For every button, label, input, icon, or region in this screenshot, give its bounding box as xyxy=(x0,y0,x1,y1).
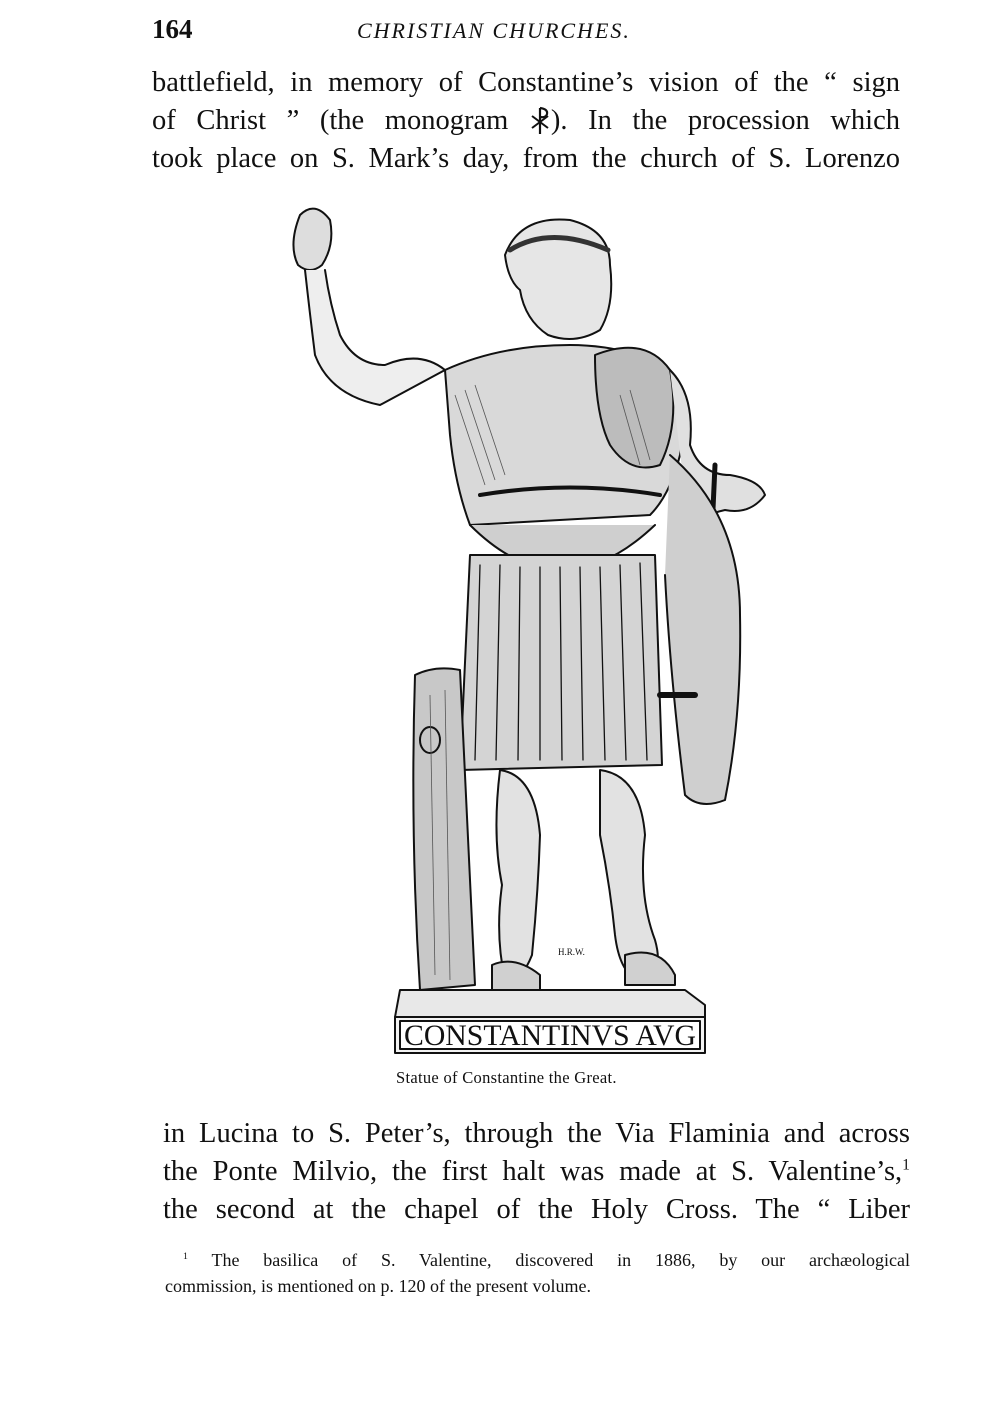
running-title: CHRISTIAN CHURCHES. xyxy=(357,18,631,43)
page-number: 164 xyxy=(152,14,193,44)
text-line xyxy=(163,1153,910,1191)
footnote xyxy=(165,1247,910,1299)
text-fragment: The basilica of S. Valentine, discovered in 1886, by our archæological xyxy=(211,1250,910,1270)
footnote-reference: 1 xyxy=(902,1156,910,1174)
text-line xyxy=(152,102,900,140)
statue-engraving xyxy=(270,195,780,1065)
text-fragment: of Christ ” (the monogram xyxy=(152,105,529,136)
footnote-line xyxy=(165,1247,910,1273)
engraver-mark: H.R.W. xyxy=(558,947,585,957)
text-line: took place on S. Mark’s day, from the church of S. Lorenzo xyxy=(152,143,900,174)
text-line: battlefield, in memory of Constantine’s vision of the “ sign xyxy=(152,67,900,98)
paragraph-bottom xyxy=(163,1115,910,1229)
text-line: the second at the chapel of the Holy Cross. The “ Liber xyxy=(163,1194,910,1225)
page-header xyxy=(152,14,902,50)
text-fragment: the Ponte Milvio, the first halt was made at S. Valentine’s, xyxy=(163,1156,903,1187)
figure-caption: Statue of Constantine the Great. xyxy=(396,1068,617,1087)
paragraph-top xyxy=(152,64,900,178)
text-fragment: ). In the procession which xyxy=(550,105,900,136)
footnote-marker: 1 xyxy=(183,1251,188,1262)
pedestal-inscription: CONSTANTINVS AVG xyxy=(404,1019,696,1052)
chi-rho-monogram-icon xyxy=(529,105,551,135)
footnote-line: commission, is mentioned on p. 120 of the present volume. xyxy=(165,1276,591,1296)
text-line: in Lucina to S. Peter’s, through the Via Flaminia and across xyxy=(163,1118,910,1149)
